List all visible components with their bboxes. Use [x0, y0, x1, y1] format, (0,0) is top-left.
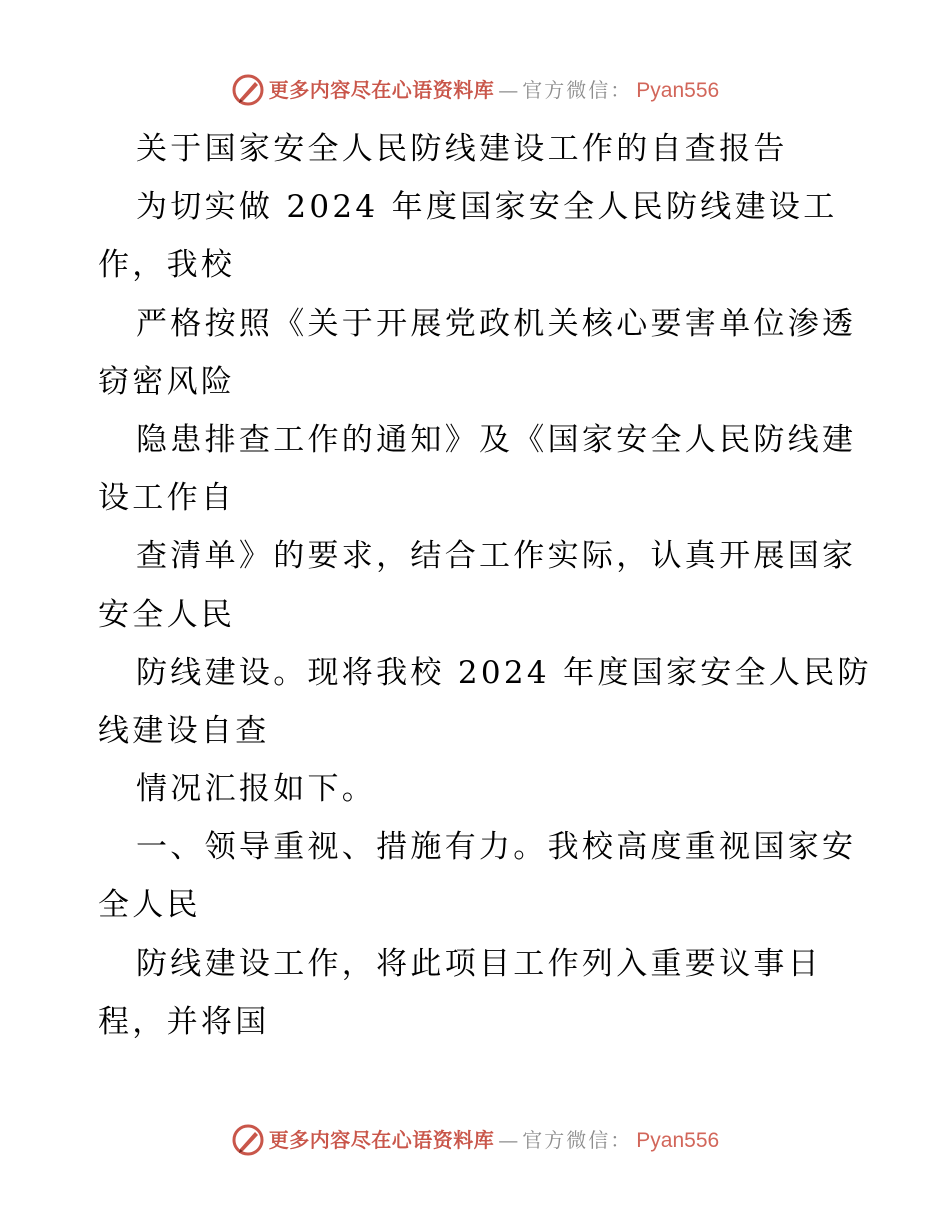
footer-watermark-separator: — — [498, 1128, 519, 1152]
header-watermark-banner — [0, 70, 950, 110]
text-line: 隐患排查工作的通知》及《国家安全人民防线建 — [136, 421, 857, 458]
header-watermark-content — [231, 73, 719, 107]
text-line: 全人民 — [98, 887, 201, 924]
text-line: 设工作自 — [98, 480, 236, 517]
footer-watermark-text: 更多内容尽在心语资料库 — [268, 1128, 495, 1152]
footer-watermark-content — [231, 1123, 719, 1157]
text-line: 防线建设。现将我校 2024 年度国家安全人民防 — [136, 654, 872, 691]
text-line: 为切实做 2024 年度国家安全人民防线建设工 — [136, 189, 838, 226]
document-body — [98, 120, 872, 1051]
text-line: 线建设自查 — [98, 712, 270, 749]
text-line: 情况汇报如下。 — [136, 771, 377, 808]
footer-wechat-label: 官方微信： — [522, 1128, 633, 1152]
header-watermark-text: 更多内容尽在心语资料库 — [268, 78, 495, 102]
text-line: 作，我校 — [98, 247, 236, 284]
document-title: 关于国家安全人民防线建设工作的自查报告 — [136, 131, 788, 167]
pen-logo-icon — [231, 73, 265, 107]
header-wechat-id: Pyan556 — [636, 78, 720, 102]
footer-wechat-id: Pyan556 — [636, 1128, 720, 1152]
header-wechat-label: 官方微信： — [522, 78, 633, 102]
text-line: 程，并将国 — [98, 1003, 270, 1040]
text-line: 查清单》的要求，结合工作实际，认真开展国家 — [136, 538, 857, 575]
pen-logo-icon — [231, 1123, 265, 1157]
text-line: 严格按照《关于开展党政机关核心要害单位渗透 — [136, 305, 857, 342]
header-watermark-separator: — — [498, 78, 519, 102]
text-line: 安全人民 — [98, 596, 236, 633]
section-heading-line: 一、领导重视、措施有力。我校高度重视国家安 — [136, 829, 857, 866]
text-line: 窃密风险 — [98, 363, 236, 400]
text-line: 防线建设工作，将此项目工作列入重要议事日 — [136, 945, 822, 982]
footer-watermark-banner — [0, 1120, 950, 1160]
